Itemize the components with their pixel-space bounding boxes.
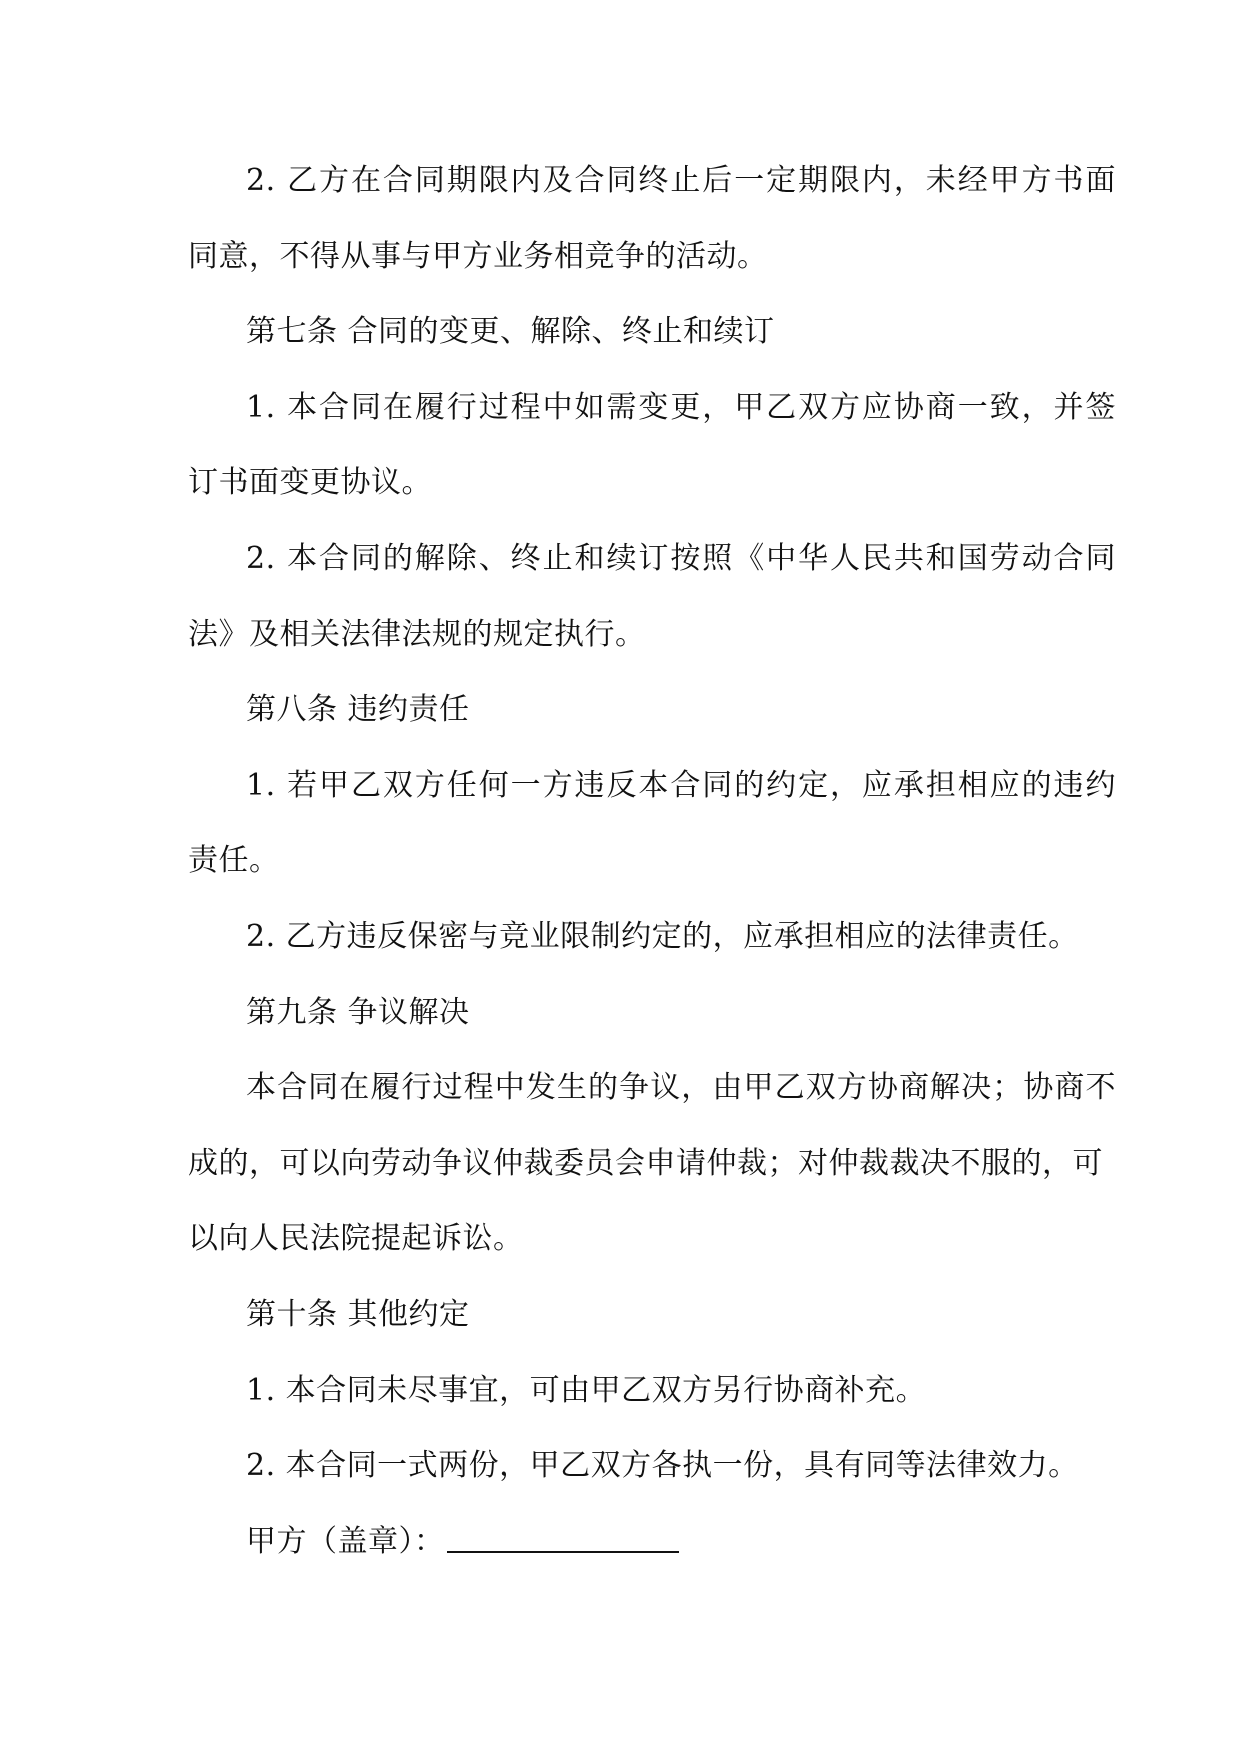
clause-7-item-1-line-1: 1. 本合同在履行过程中如需变更，甲乙双方应协商一致，并签: [246, 389, 1116, 425]
clause-10-heading: 第十条 其他约定: [246, 1296, 470, 1332]
clause-7-item-2-line-2: 法》及相关法律法规的规定执行。: [188, 616, 646, 652]
clause-8-item-1-line-1: 1. 若甲乙双方任何一方违反本合同的约定，应承担相应的违约: [246, 767, 1116, 803]
clause-7-item-2-line-1: 2. 本合同的解除、终止和续订按照《中华人民共和国劳动合同: [246, 540, 1116, 576]
clause-10-item-2: 2. 本合同一式两份，甲乙双方各执一份，具有同等法律效力。: [246, 1448, 1079, 1484]
party-a-signature-label: 甲方（盖章）：: [246, 1523, 445, 1559]
clause-6-item-2-line-2: 同意，不得从事与甲方业务相竞争的活动。: [188, 238, 768, 274]
clause-9-heading: 第九条 争议解决: [246, 994, 470, 1030]
clause-8-heading: 第八条 违约责任: [246, 692, 470, 728]
clause-9-body-line-3: 以向人民法院提起诉讼。: [188, 1221, 524, 1257]
document-body: [188, 143, 1116, 1579]
clause-9-body-line-2: 成的，可以向劳动争议仲裁委员会申请仲裁；对仲裁裁决不服的，可: [188, 1145, 1103, 1181]
clause-9-body-line-1: 本合同在履行过程中发生的争议，由甲乙双方协商解决；协商不: [246, 1070, 1116, 1106]
clause-7-heading: 第七条 合同的变更、解除、终止和续订: [246, 314, 775, 350]
clause-7-item-1-line-2: 订书面变更协议。: [188, 465, 432, 501]
party-a-signature-row: [188, 1504, 1058, 1580]
party-a-signature-blank: [447, 1527, 679, 1553]
clause-10-item-1: 1. 本合同未尽事宜，可由甲乙双方另行协商补充。: [246, 1372, 927, 1408]
clause-6-item-2-line-1: 2. 乙方在合同期限内及合同终止后一定期限内，未经甲方书面: [246, 163, 1116, 198]
clause-8-item-2: 2. 乙方违反保密与竞业限制约定的，应承担相应的法律责任。: [246, 918, 1079, 954]
clause-8-item-1-line-2: 责任。: [188, 843, 280, 879]
